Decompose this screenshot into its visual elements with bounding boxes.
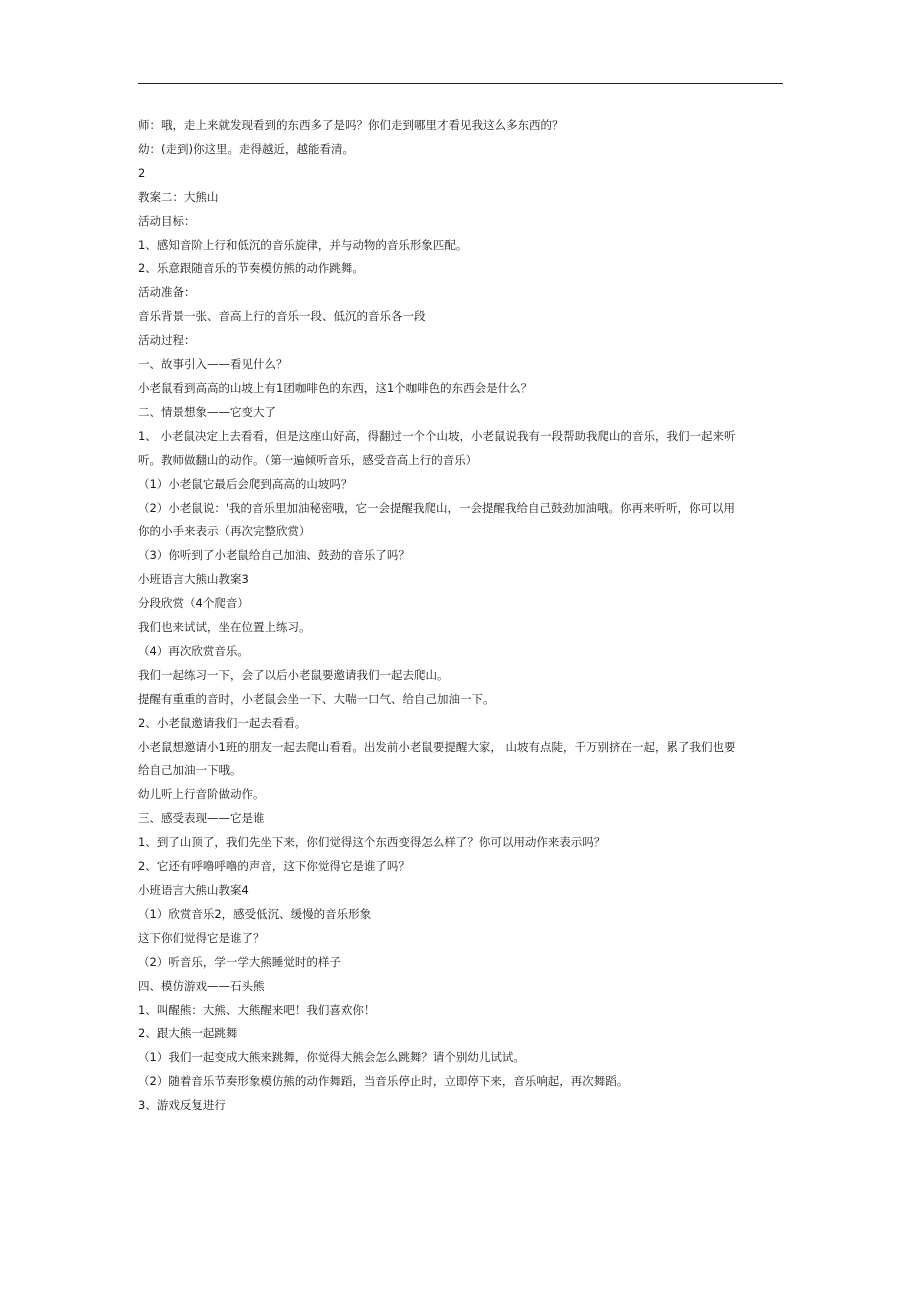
text-line: 2、乐意跟随音乐的节奏模仿熊的动作跳舞。 <box>138 261 364 276</box>
text-line: （1）我们一起变成大熊来跳舞，你觉得大熊会怎么跳舞？请个别幼儿试试。 <box>138 1050 525 1065</box>
text-line: 1、 小老鼠决定上去看看，但是这座山好高，得翻过一个个山坡，小老鼠说我有一段帮助我爬山的音乐，我们一起来听 <box>138 428 736 443</box>
text-line: （2）随着音乐节奏形象模仿熊的动作舞蹈，当音乐停止时，立即停下来，音乐响起，再次舞蹈。 <box>138 1074 629 1089</box>
text-line: （2）小老鼠说：'我的音乐里加油秘密哦，它一会提醒我爬山，一会提醒我给自己鼓劲加油哦。你再来听听，你可以用 <box>138 500 735 515</box>
text-line: 音乐背景一张、音高上行的音乐一段、低沉的音乐各一段 <box>138 309 426 324</box>
text-line: 给自己加油一下哦。 <box>138 763 242 778</box>
text-line: 提醒有重重的音时，小老鼠会坐一下、大喘一口气、给自己加油一下。 <box>138 691 495 706</box>
text-line: （2）听音乐，学一学大熊睡觉时的样子 <box>138 954 341 969</box>
text-line: （1）小老鼠它最后会爬到高高的山坡吗？ <box>138 476 353 491</box>
page-number: 2 <box>138 165 146 180</box>
heading: 活动过程： <box>138 333 196 348</box>
text-line: （4）再次欣赏音乐。 <box>138 643 249 658</box>
text-line: 这下你们觉得它是谁了？ <box>138 930 265 945</box>
text-line: 分段欣赏（4个爬音） <box>138 596 249 611</box>
document-body <box>138 114 788 1118</box>
header-rule <box>138 83 783 84</box>
text-line: 2、跟大熊一起跳舞 <box>138 1026 238 1041</box>
text-line: 听。教师做翻山的动作。（第一遍倾听音乐，感受音高上行的音乐） <box>138 452 478 467</box>
section-title: 教案二：大熊山 <box>138 189 219 204</box>
text-line: 幼：(走到)你这里。走得越近，越能看清。 <box>138 141 354 156</box>
text-line: 三、感受表现——它是谁 <box>138 811 265 826</box>
text-line: （1）欣赏音乐2，感受低沉、缓慢的音乐形象 <box>138 906 372 921</box>
text-line: 小老鼠看到高高的山坡上有1团咖啡色的东西，这1个咖啡色的东西会是什么？ <box>138 380 533 395</box>
text-line: 小老鼠想邀请小1班的朋友一起去爬山看看。出发前小老鼠要提醒大家， 山坡有点陡，千万别挤在一起，累了我们也要 <box>138 739 736 754</box>
text-line: 我们也来试试，坐在位置上练习。 <box>138 620 311 635</box>
text-line: 师：哦，走上来就发现看到的东西多了是吗？你们走到哪里才看见我这么多东西的？ <box>138 118 564 132</box>
text-line: 二、情景想象——它变大了 <box>138 404 276 419</box>
text-line: （3）你听到了小老鼠给自己加油、鼓劲的音乐了吗？ <box>138 548 410 563</box>
text-line: 你的小手来表示（再次完整欣赏） <box>138 524 311 539</box>
text-line: 小班语言大熊山教案4 <box>138 883 249 897</box>
text-line: 3、游戏反复进行 <box>138 1098 226 1113</box>
text-line: 1、感知音阶上行和低沉的音乐旋律，并与动物的音乐形象匹配。 <box>138 237 468 252</box>
text-line: 1、到了山顶了，我们先坐下来，你们觉得这个东西变得怎么样了？你可以用动作来表示吗？ <box>138 835 606 850</box>
heading: 活动准备： <box>138 285 196 300</box>
text-line: 一、故事引入——看见什么？ <box>138 357 288 372</box>
text-line: 小班语言大熊山教案3 <box>138 572 249 587</box>
text-line: 2、小老鼠邀请我们一起去看看。 <box>138 715 307 730</box>
heading: 活动目标： <box>138 213 196 228</box>
text-line: 幼儿听上行音阶做动作。 <box>138 787 265 802</box>
text-line: 1、叫醒熊：大熊、大熊醒来吧！我们喜欢你！ <box>138 1002 376 1017</box>
text-line: 我们一起练习一下，会了以后小老鼠要邀请我们一起去爬山。 <box>138 667 449 682</box>
text-line: 四、模仿游戏——石头熊 <box>138 978 265 993</box>
text-line: 2、它还有呼噜呼噜的声音，这下你觉得它是谁了吗？ <box>138 859 410 874</box>
